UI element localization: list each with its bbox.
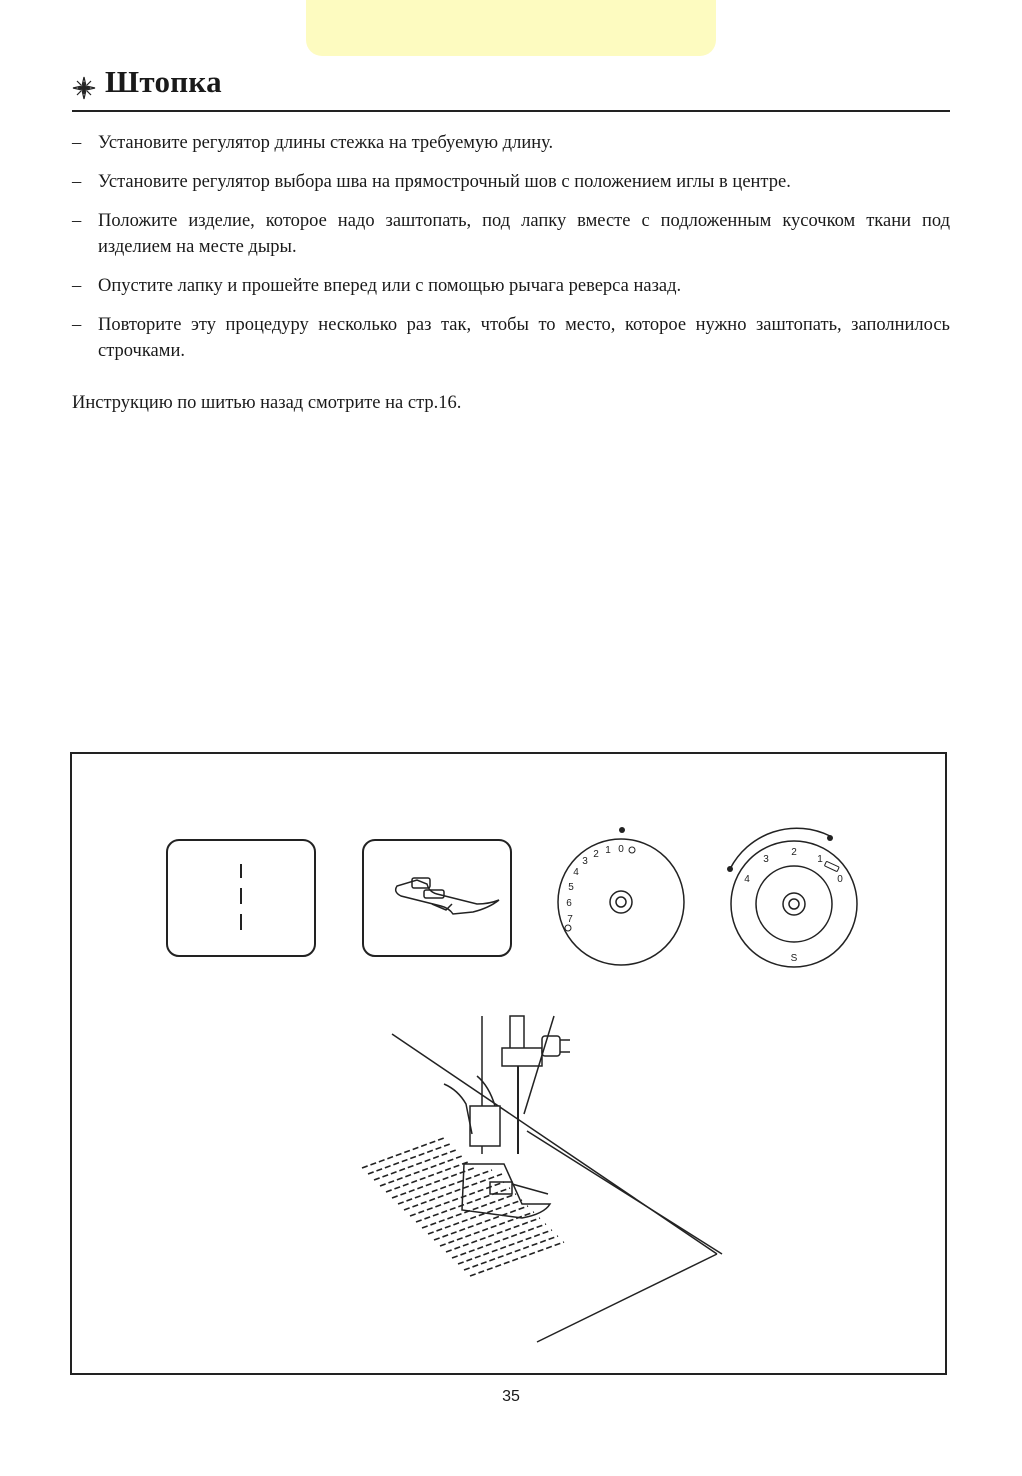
dial-label: 6: [566, 898, 572, 909]
step-text: Положите изделие, которое надо заштопать, под лапку вместе с подложенным кусочком ткани под изделием на месте дыры.: [98, 211, 950, 257]
stitch-length-dial: [727, 828, 857, 967]
dial-label: 0: [618, 844, 624, 855]
indicator-dot: [619, 827, 625, 833]
illustration-panel: [70, 752, 947, 1375]
section-header: [72, 62, 950, 112]
list-dash: –: [72, 172, 82, 192]
dial-label: 4: [573, 867, 579, 878]
dial-label: 2: [791, 847, 797, 858]
dial-label: 5: [568, 882, 574, 893]
illustration-svg: [72, 754, 949, 1377]
list-item: [72, 208, 950, 260]
dial-label: 3: [763, 854, 769, 865]
dial-label: 1: [817, 854, 823, 865]
dial-label: 7: [567, 914, 573, 925]
indicator-dot: [827, 835, 833, 841]
step-text: Установите регулятор длины стежка на требуемую длину.: [98, 133, 554, 153]
list-dash: –: [72, 211, 82, 231]
list-item: [72, 169, 950, 195]
darning-illustration: [392, 1016, 722, 1342]
header-tab: [306, 0, 716, 56]
step-text: Установите регулятор выбора шва на прямострочный шов с положением иглы в центре.: [98, 172, 791, 192]
page-title: Штопка: [105, 64, 222, 99]
page-number: 35: [502, 1388, 520, 1405]
list-item: [72, 130, 950, 156]
dial-label: 0: [837, 874, 843, 885]
list-item: [72, 273, 950, 299]
list-dash: –: [72, 276, 82, 296]
dial-label: 2: [593, 849, 599, 860]
pattern-selector-dial: [558, 827, 684, 965]
range-start-dot: [727, 866, 733, 872]
presser-foot-icon: [396, 878, 499, 914]
step-text: Опустите лапку и прошейте вперед или с помощью рычага реверса назад.: [98, 276, 682, 296]
dial-label: 4: [744, 874, 750, 885]
list-dash: –: [72, 133, 82, 153]
instruction-list: [72, 130, 950, 377]
dial-label: 3: [582, 856, 588, 867]
dial-label: S: [790, 953, 798, 964]
list-dash: –: [72, 315, 82, 335]
list-item: [72, 312, 950, 364]
step-text: Повторите эту процедуру несколько раз так, чтобы то место, которое нужно заштопать, заполнилось строчками.: [98, 315, 950, 361]
reference-note: Инструкцию по шитью назад смотрите на стр.16.: [72, 393, 462, 413]
dial-label: 1: [605, 845, 611, 856]
compass-star-icon: [72, 76, 96, 100]
